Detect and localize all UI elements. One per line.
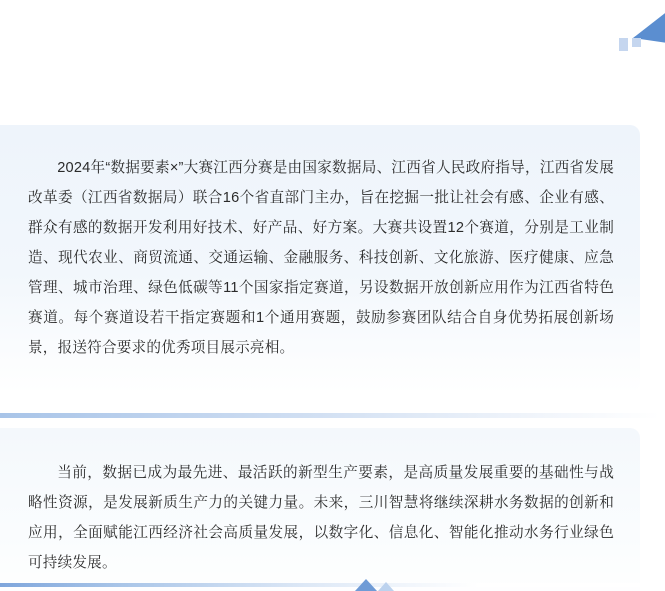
intro-card — [0, 125, 640, 393]
quote-block-left — [619, 38, 628, 51]
closing-paragraph: 当前，数据已成为最先进、最活跃的新型生产要素，是高质量发展重要的基础性与战略性资源，是发展新质生产力的关键力量。未来，三川智慧将继续深耕水务数据的创新和应用，全面赋能江西经济社会高质量发展，以数字化、信息化、智能化推动水务行业绿色可持续发展。 — [28, 465, 614, 571]
divider-line — [0, 413, 660, 418]
triangle-marker-secondary-icon — [378, 582, 394, 591]
bottom-line — [0, 583, 665, 587]
bottom-decoration — [0, 577, 665, 591]
closing-card — [0, 428, 640, 591]
quote-block-right — [632, 38, 641, 47]
triangle-marker-icon — [355, 579, 377, 591]
quote-blocks-icon — [619, 38, 641, 51]
top-decoration — [0, 0, 665, 120]
intro-paragraph: 2024年“数据要素×”大赛江西分赛是由国家数据局、江西省人民政府指导，江西省发展改革委（江西省数据局）联合16个省直部门主办，旨在挖掘一批让社会有感、企业有感、群众有感的数据开发利用好技术、好产品、好方案。大赛共设置12个赛道，分别是工业制造、现代农业、商贸流通、交通运输、金融服务、科技创新、文化旅游、医疗健康、应急管理、城市治理、绿色低碳等11个国家指定赛道，另设数据开放创新应用作为江西省特色赛道。每个赛道设若干指定赛题和1个通用赛题，鼓励参赛团队结合自身优势拓展创新场景，报送符合要求的优秀项目展示亮相。 — [28, 160, 614, 356]
section-divider — [0, 405, 665, 427]
